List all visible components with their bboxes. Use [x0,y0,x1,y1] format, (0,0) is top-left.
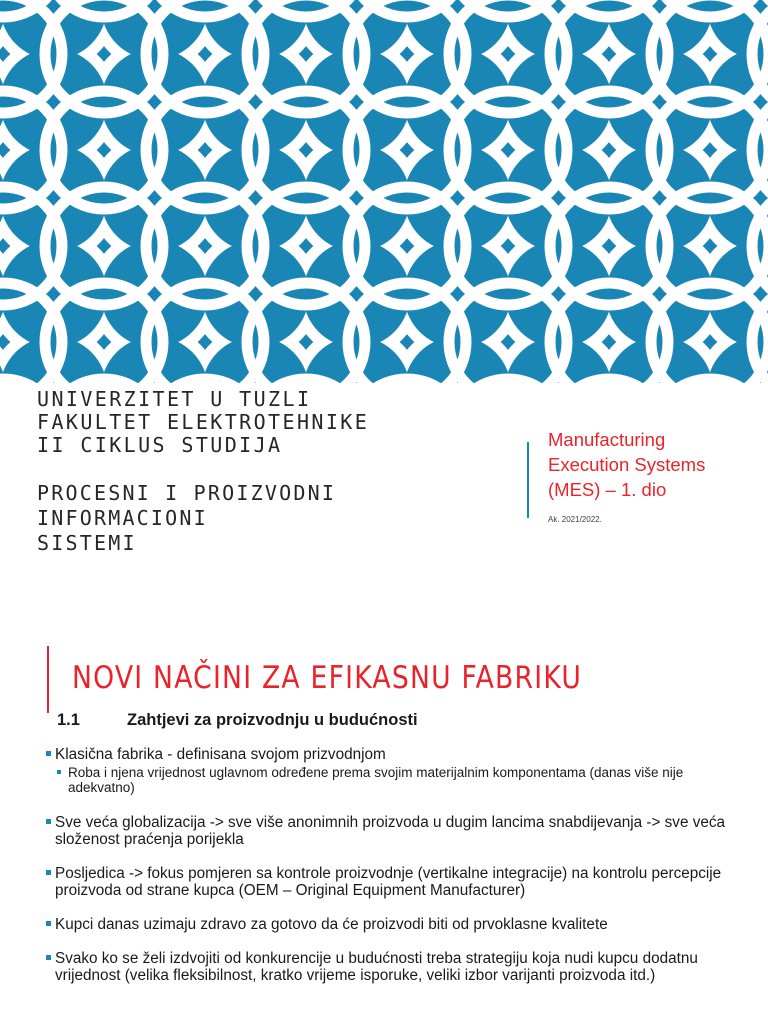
study-cycle: II CIKLUS STUDIJA [37,433,283,457]
list-item [46,865,746,899]
divider-line [527,442,529,518]
academic-year: Ak. 2021/2022. [548,515,602,524]
section-number: 1.1 [57,711,80,729]
list-item-text: Kupci danas uzimaju zdravo za gotovo da će proizvodi biti od prvoklasne kvalitete [55,916,608,933]
list-item [46,950,746,984]
university-name: UNIVERZITET U TUZLI [37,387,312,411]
list-item-text: Svako ko se želi izdvojiti od konkurencije u budućnosti treba strategiju koja nudi kupcu dodatnu vrijednost (velika fleksibilnost, kratko vrijeme isporuke, veliki izbor varijanti proizvoda itd.) [55,950,698,984]
list-item [46,916,746,933]
heading-accent-line [47,646,49,713]
content-slide [0,610,768,1024]
course-title-line-1: PROCESNI I PROIZVODNI INFORMACIONI [37,481,337,530]
subtitle-line-1: Manufacturing [548,429,666,450]
bullet-square-icon [46,819,51,824]
section-title [57,711,418,730]
list-item-text: Klasična fabrika - definisana svojom prizvodnjom [55,746,386,763]
bullet-square-icon [46,751,51,756]
bullet-square-icon [46,921,51,926]
list-item [46,746,746,763]
bullet-square-icon [46,870,51,875]
subtitle-line-3: (MES) – 1. dio [548,479,667,500]
subtitle-block [548,427,758,524]
faculty-name: FAKULTET ELEKTROTEHNIKE [37,410,370,434]
list-item-text: Posljedica -> fokus pomjeren sa kontrole proizvodnje (vertikalne integracije) na kontrolu percepcije proizvoda od strane kupca (OEM – Original Equipment Manufacturer) [55,865,722,899]
subtitle-line-2: Execution Systems [548,454,706,475]
list-item [46,814,746,848]
list-item-text: Sve veća globalizacija -> sve više anonimnih proizvoda u dugim lancima snabdijevanja -> sve veća složenost praćenja porijekla [55,814,726,848]
bullet-list [46,746,746,1001]
decorative-circle-pattern [0,0,768,383]
university-title-block [37,388,507,556]
section-title-text: Zahtjevi za proizvodnju u budućnosti [127,711,418,729]
slide-heading: NOVI NAČINI ZA EFIKASNU FABRIKU [72,660,583,696]
sub-list-item [57,765,746,795]
bullet-square-icon [46,955,51,960]
course-title-line-2: SISTEMI [37,531,137,555]
sub-bullet-square-icon [57,770,61,774]
sub-list-item-text: Roba i njena vrijednost uglavnom određene prema svojim materijalnim komponentama (danas više nije adekvatno) [68,765,684,795]
